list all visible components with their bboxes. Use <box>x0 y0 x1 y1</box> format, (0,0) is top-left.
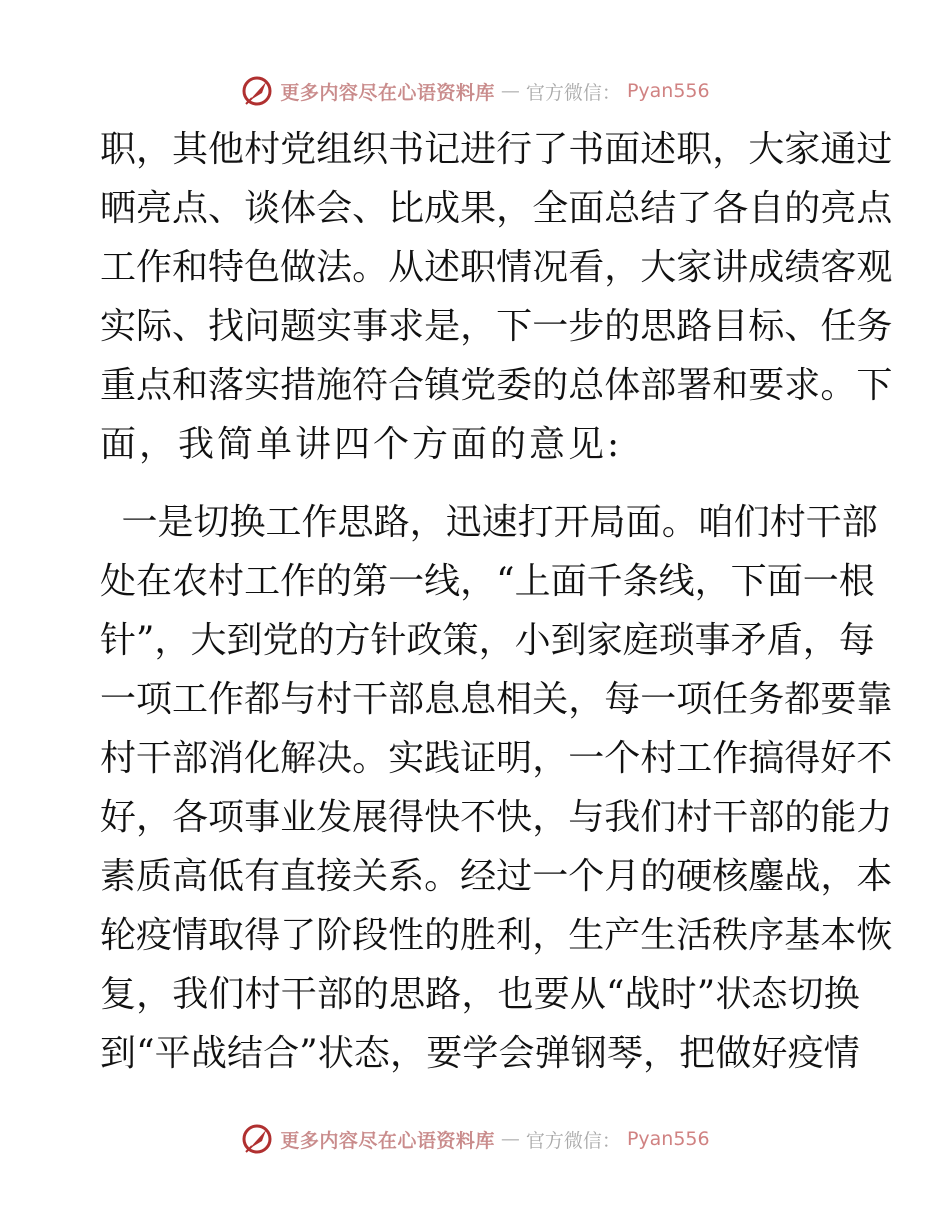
text-line: 村 干 部 消 化 解 决 。 实 践 证 明 ， 一 个 村 工 作 搞 得 好 不 <box>100 738 893 779</box>
text-line: 实 际 、 找 问 题 实 事 求 是 ， 下 一 步 的 思 路 目 标 、 任 务 <box>100 306 893 347</box>
quill-logo-icon <box>240 1122 274 1156</box>
text-line: 素 质 高 低 有 直 接 关 系 。 经 过 一 个 月 的 硬 核 鏖 战 ， 本 <box>100 856 893 897</box>
text-line: 针 ” ， 大 到 党 的 方 针 政 策 ， 小 到 家 庭 琐 事 矛 盾 ， 每 <box>100 620 875 661</box>
banner-separator: — <box>500 80 520 102</box>
text-line: 工 作 和 特 色 做 法 。 从 述 职 情 况 看 ， 大 家 讲 成 绩 客 观 <box>100 247 893 288</box>
document-body <box>100 120 893 1083</box>
text-line: 处 在 农 村 工 作 的 第 一 线 ， “ 上 面 千 条 线 ， 下 面 一 根 <box>100 561 875 602</box>
header-watermark <box>0 69 950 113</box>
text-line: 晒 亮 点 、 谈 体 会 、 比 成 果 ， 全 面 总 结 了 各 自 的 亮 点 <box>100 188 893 229</box>
paragraph-2 <box>100 493 893 1083</box>
paragraph-1 <box>100 120 893 474</box>
banner-separator: — <box>500 1128 520 1150</box>
text-line: 复 ， 我 们 村 干 部 的 思 路 ， 也 要 从 “ 战 时 ” 状 态 切 换 <box>100 974 860 1015</box>
text-line: 面，我简单讲四个方面的意见: <box>100 424 623 465</box>
text-line: 职 ， 其 他 村 党 组 织 书 记 进 行 了 书 面 述 职 ， 大 家 通 过 <box>100 129 893 170</box>
text-line: 好 ， 各 项 事 业 发 展 得 快 不 快 ， 与 我 们 村 干 部 的 能 力 <box>100 797 893 838</box>
text-line: 到 “ 平 战 结 合 ” 状 态 ， 要 学 会 弹 钢 琴 ， 把 做 好 疫 情 <box>100 1033 860 1074</box>
text-line: 重 点 和 落 实 措 施 符 合 镇 党 委 的 总 体 部 署 和 要 求 。 下 <box>100 365 893 406</box>
banner-wechat-label: 官方微信： <box>525 81 621 104</box>
banner-wechat-id: Pyan556 <box>626 80 710 102</box>
text-line: 轮 疫 情 取 得 了 阶 段 性 的 胜 利 ， 生 产 生 活 秩 序 基 本 恢 <box>100 915 893 956</box>
banner-wechat-id: Pyan556 <box>626 1128 710 1150</box>
banner-title: 更多内容尽在心语资料库 <box>280 81 495 104</box>
banner-wechat-label: 官方微信： <box>525 1129 621 1152</box>
text-line: 一 是 切 换 工 作 思 路 ， 迅 速 打 开 局 面 。 咱 们 村 干 部 <box>121 502 878 543</box>
quill-logo-icon <box>240 74 274 108</box>
footer-watermark <box>0 1117 950 1161</box>
banner-title: 更多内容尽在心语资料库 <box>280 1129 495 1152</box>
text-line: 一 项 工 作 都 与 村 干 部 息 息 相 关 ， 每 一 项 任 务 都 要 靠 <box>100 679 893 720</box>
